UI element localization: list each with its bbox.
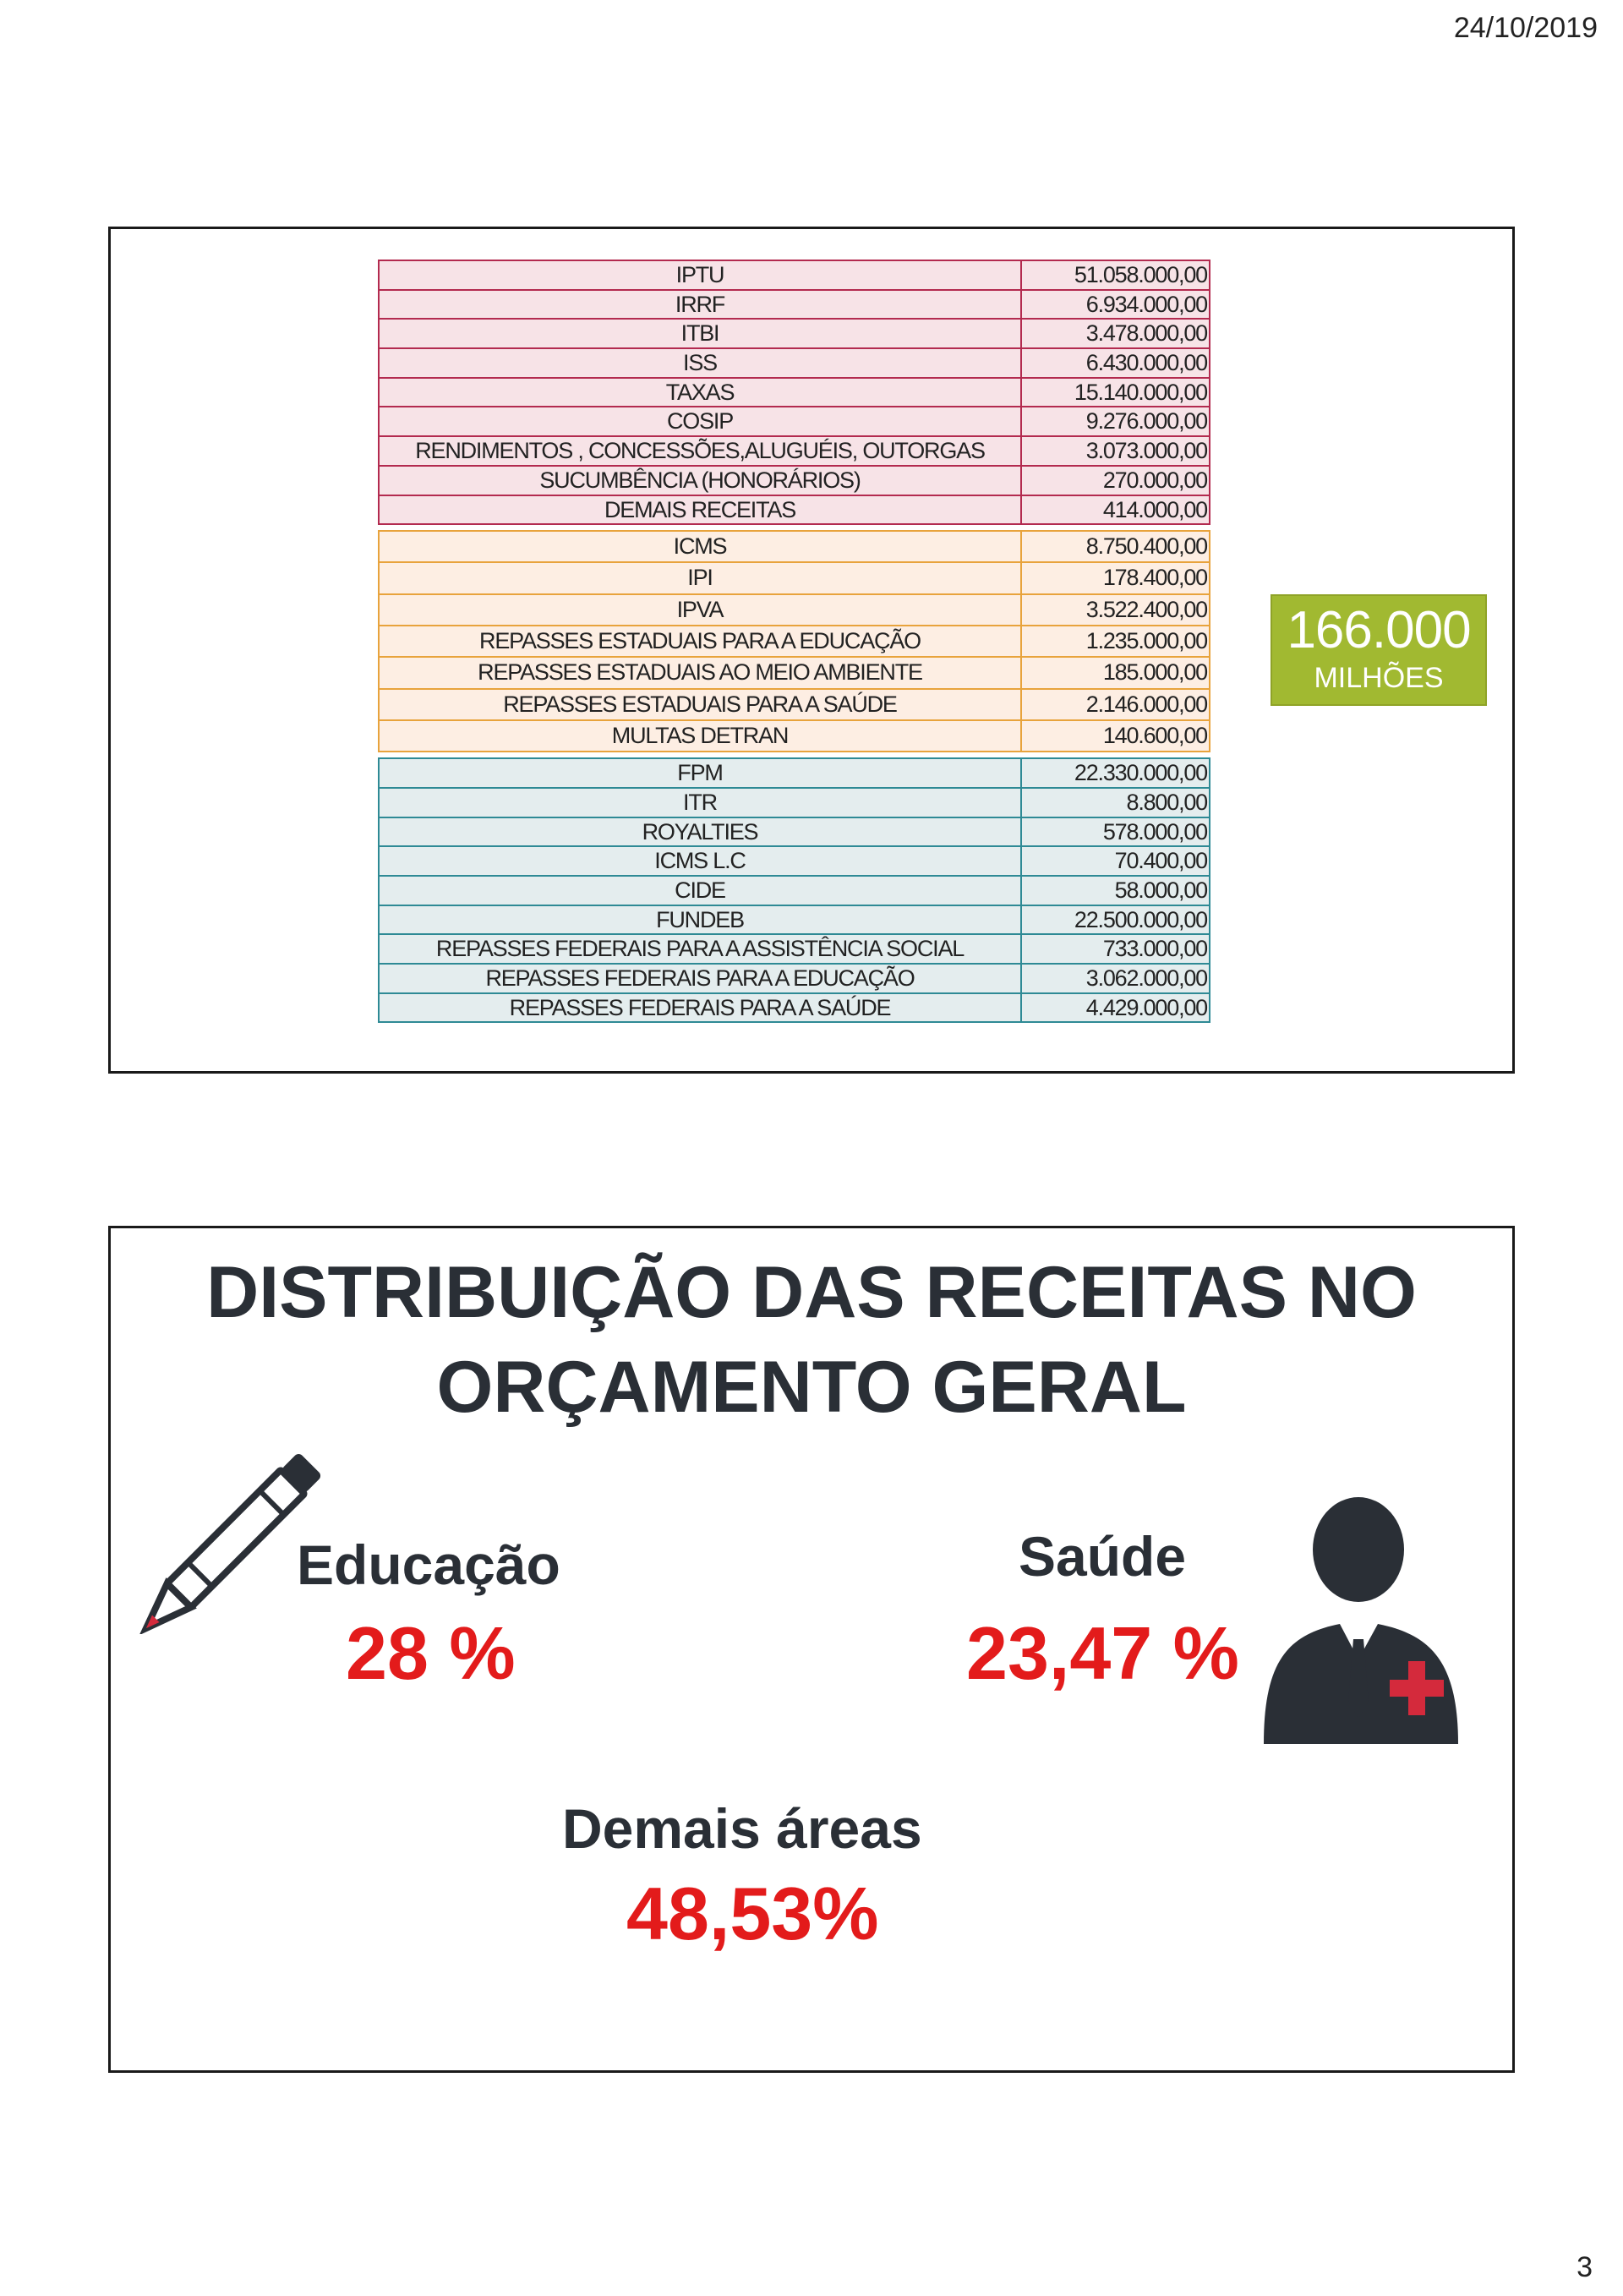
row-name: CIDE (378, 877, 1022, 906)
row-value: 6.934.000,00 (1022, 291, 1210, 320)
table-row (378, 658, 1210, 689)
row-value: 4.429.000,00 (1022, 994, 1210, 1024)
title-line-1: DISTRIBUIÇÃO DAS RECEITAS NO (206, 1252, 1417, 1333)
total-value: 166.000 (1287, 601, 1471, 659)
row-value: 733.000,00 (1022, 935, 1210, 965)
row-name: REPASSES FEDERAIS PARA A ASSISTÊNCIA SOCIAL (378, 935, 1022, 965)
other-label: Demais áreas (562, 1797, 922, 1860)
total-unit: MILHÕES (1314, 662, 1444, 694)
row-value: 178.400,00 (1022, 563, 1210, 594)
revenue-table (378, 260, 1210, 1023)
row-name: FUNDEB (378, 906, 1022, 936)
table-row (378, 994, 1210, 1024)
row-name: ICMS (378, 532, 1022, 563)
row-name: REPASSES FEDERAIS PARA A EDUCAÇÃO (378, 965, 1022, 994)
row-value: 51.058.000,00 (1022, 261, 1210, 291)
table-row (378, 626, 1210, 658)
row-name: ICMS L.C (378, 847, 1022, 877)
row-name: ISS (378, 349, 1022, 379)
row-name: ROYALTIES (378, 818, 1022, 848)
row-value: 22.330.000,00 (1022, 759, 1210, 789)
table-group-municipal (378, 260, 1210, 525)
table-row (378, 261, 1210, 291)
table-row (378, 789, 1210, 818)
row-name: RENDIMENTOS , CONCESSÕES,ALUGUÉIS, OUTORGAS (378, 437, 1022, 467)
title-line-2: ORÇAMENTO GERAL (436, 1347, 1187, 1428)
row-name: DEMAIS RECEITAS (378, 496, 1022, 526)
table-row (378, 595, 1210, 626)
table-row (378, 379, 1210, 408)
health-label: Saúde (1019, 1525, 1187, 1588)
row-value: 185.000,00 (1022, 658, 1210, 689)
table-row (378, 759, 1210, 789)
row-value: 2.146.000,00 (1022, 690, 1210, 721)
table-row (378, 906, 1210, 936)
table-row (378, 467, 1210, 496)
row-name: IRRF (378, 291, 1022, 320)
table-row (378, 690, 1210, 721)
row-value: 1.235.000,00 (1022, 626, 1210, 658)
row-name: SUCUMBÊNCIA (HONORÁRIOS) (378, 467, 1022, 496)
row-name: MULTAS DETRAN (378, 721, 1022, 752)
row-name: REPASSES ESTADUAIS AO MEIO AMBIENTE (378, 658, 1022, 689)
table-row (378, 721, 1210, 752)
row-value: 6.430.000,00 (1022, 349, 1210, 379)
page-date: 24/10/2019 (1453, 12, 1598, 44)
row-name: ITBI (378, 320, 1022, 349)
row-name: REPASSES ESTADUAIS PARA A SAÚDE (378, 690, 1022, 721)
row-value: 58.000,00 (1022, 877, 1210, 906)
slide-title (111, 1245, 1512, 1435)
education-percent: 28 % (346, 1611, 516, 1695)
table-row (378, 320, 1210, 349)
row-value: 22.500.000,00 (1022, 906, 1210, 936)
row-name: REPASSES ESTADUAIS PARA A EDUCAÇÃO (378, 626, 1022, 658)
table-row (378, 349, 1210, 379)
row-name: ITR (378, 789, 1022, 818)
education-label: Educação (297, 1533, 560, 1596)
other-percent: 48,53% (626, 1872, 879, 1955)
table-row (378, 818, 1210, 848)
table-group-federal (378, 757, 1210, 1023)
table-row (378, 407, 1210, 437)
total-badge (1271, 594, 1487, 706)
table-row (378, 437, 1210, 467)
table-row (378, 496, 1210, 526)
health-percent: 23,47 % (966, 1611, 1239, 1695)
row-name: REPASSES FEDERAIS PARA A SAÚDE (378, 994, 1022, 1024)
doctor-icon (1255, 1490, 1467, 1752)
table-row (378, 291, 1210, 320)
row-name: IPVA (378, 595, 1022, 626)
row-value: 70.400,00 (1022, 847, 1210, 877)
table-row (378, 965, 1210, 994)
row-name: TAXAS (378, 379, 1022, 408)
table-row (378, 847, 1210, 877)
row-value: 3.073.000,00 (1022, 437, 1210, 467)
slide-revenue-table (108, 227, 1515, 1074)
table-row (378, 877, 1210, 906)
table-group-state (378, 530, 1210, 752)
row-value: 578.000,00 (1022, 818, 1210, 848)
page-number: 3 (1577, 2251, 1593, 2283)
table-row (378, 563, 1210, 594)
row-value: 3.062.000,00 (1022, 965, 1210, 994)
row-value: 8.800,00 (1022, 789, 1210, 818)
row-name: FPM (378, 759, 1022, 789)
table-row (378, 935, 1210, 965)
slide-distribution (108, 1226, 1515, 2073)
row-value: 8.750.400,00 (1022, 532, 1210, 563)
row-value: 140.600,00 (1022, 721, 1210, 752)
row-value: 270.000,00 (1022, 467, 1210, 496)
row-value: 15.140.000,00 (1022, 379, 1210, 408)
row-name: IPTU (378, 261, 1022, 291)
row-name: COSIP (378, 407, 1022, 437)
row-value: 414.000,00 (1022, 496, 1210, 526)
table-row (378, 532, 1210, 563)
row-name: IPI (378, 563, 1022, 594)
row-value: 9.276.000,00 (1022, 407, 1210, 437)
row-value: 3.478.000,00 (1022, 320, 1210, 349)
row-value: 3.522.400,00 (1022, 595, 1210, 626)
